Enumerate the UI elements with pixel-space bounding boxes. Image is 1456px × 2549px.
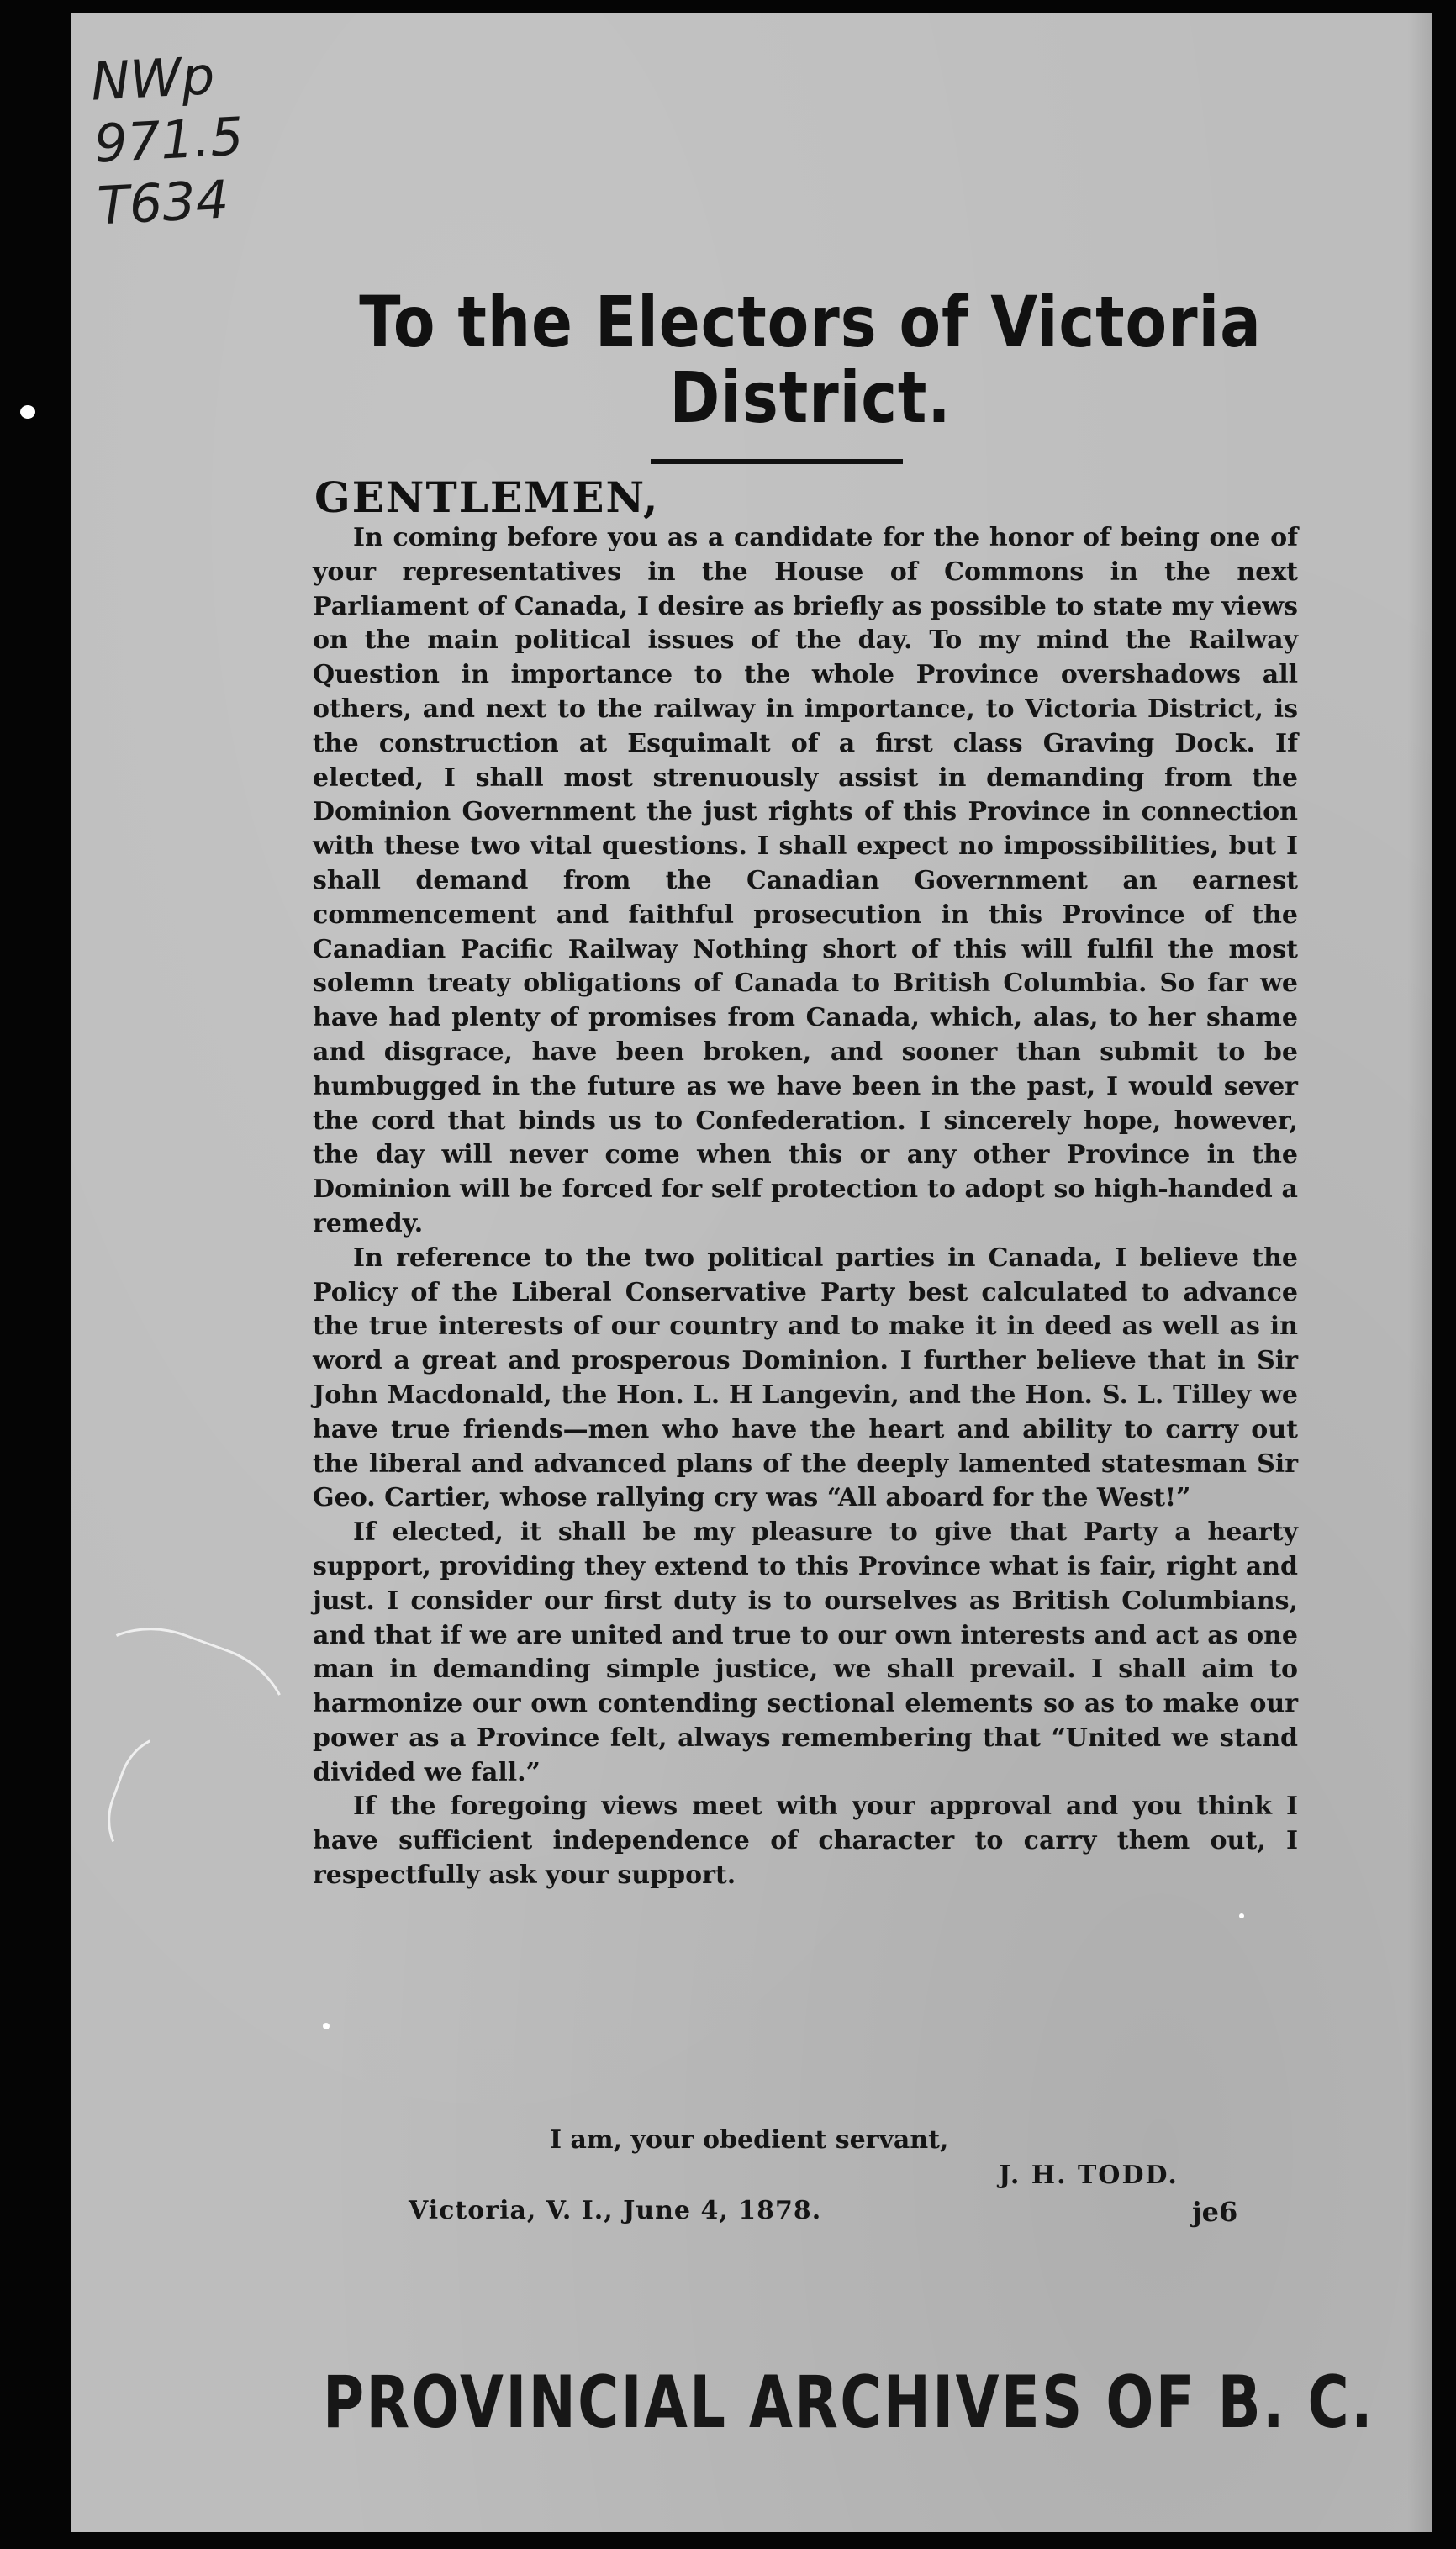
paragraph: In reference to the two political parties in Canada, I believe the Policy of the Liberal Conservative Party best calculated to advance the true interests of our country and to make it in deed as well as in word a great and prosperous Dominion. I further believe that in Sir John Macdonald, the Hon. L. H Langevin, and the Hon. S. L. Tilley we have true friends—men who have the heart and ability to carry out the liberal and advanced plans of the deeply lamented statesman Sir Geo. Cartier, whose rallying cry was “All aboard for the West!” [313,1243,1298,1513]
call-number-line-2: 971.5 [92,105,245,175]
title-line-1: To the Electors of Victoria [359,281,1262,363]
signature: J. H. TODD. [999,2161,1179,2190]
closing-line: I am, your obedient servant, [550,2125,949,2155]
film-speck [323,2023,330,2029]
salutation: GENTLEMEN, [314,472,660,522]
paragraph: If elected, it shall be my pleasure to give that Party a hearty support, providing they extend to this Province what is fair, right and just. I consider our first duty is to ourselves as British Columbians, and that if we are united and true to our own interests and act as one man in demanding simple justice, we shall prevail. I shall aim to harmonize our own contending sectional elements so as to make our power as a Province felt, always remembering that “United we stand divided we fall.” [313,1517,1298,1787]
film-speck [1239,1913,1244,1918]
handwritten-call-number [89,44,248,238]
page-title [333,281,1287,439]
broadside-sheet [71,13,1432,2532]
paragraph: In coming before you as a candidate for the honor of being one of your representatives in the House of Commons in the next Parliament of Canada, I desire as briefly as possible to state my views on the main political issues of the day. To my mind the Railway Question in importance to the whole Province overshadows all others, and next to the railway in importance, to Victoria District, is the construction at Esquimalt of a first class Graving Dock. If elected, I shall most strenuously assist in demanding from the Dominion Government the just rights of this Province in connection with these two vital questions. I shall expect no impossibilities, but I shall demand from the Canadian Government an earnest commencement and faithful prosecution in this Province of the Canadian Pacific Railway Nothing short of this will fulfil the most solemn treaty obligations of Canada to British Columbia. So far we have had plenty of promises from Canada, which, alas, to her shame and disgrace, have been broken, and sooner than submit to be humbugged in the future as we have been in the past, I would sever the cord that binds us to Confederation. I sincerely hope, however, the day will never come when this or any other Province in the Dominion will be forced for self protection to adopt so high-handed a remedy. [313,523,1298,1238]
paragraph: If the foregoing views meet with your approval and you think I have sufficient independence of character to carry them out, I respectfully ask your support. [313,1792,1298,1891]
title-line-2: District. [669,356,952,439]
archive-stamp: PROVINCIAL ARCHIVES OF B. C. [323,2361,1374,2445]
call-number-line-3: T634 [96,168,230,237]
dateline: Victoria, V. I., June 4, 1878. [409,2196,822,2225]
page-edge-shadow [1407,13,1432,2532]
title-divider [651,459,903,464]
issue-code: je6 [1192,2196,1238,2228]
letter-body [313,521,1298,1893]
call-number-line-1: NWp [89,45,216,113]
film-speck [20,405,35,419]
